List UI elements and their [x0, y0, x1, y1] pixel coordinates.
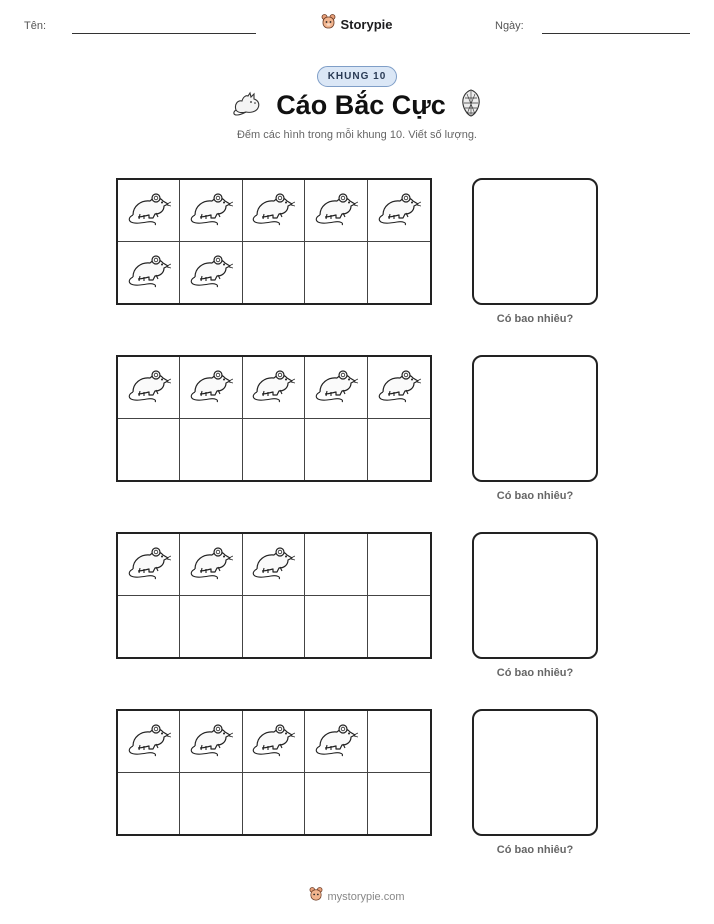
mouse-icon: [127, 189, 171, 232]
ten-frame-cell: [305, 534, 367, 596]
answer-box[interactable]: [472, 709, 598, 836]
ten-frame-cell: [243, 773, 305, 835]
ten-frame-cell: [368, 419, 430, 481]
answer-question: Có bao nhiêu?: [496, 313, 574, 325]
mouse-icon: [127, 720, 171, 763]
ten-frame-cell: [243, 242, 305, 304]
ten-frame: [116, 709, 432, 836]
storypie-bear-logo: [321, 13, 336, 35]
ten-frame-cell: [243, 357, 305, 419]
ten-frame-cell: [243, 180, 305, 242]
mouse-icon: [189, 189, 233, 232]
mouse-icon: [377, 366, 421, 409]
mouse-icon: [251, 366, 295, 409]
ten-frame-cell: [305, 711, 367, 773]
mouse-icon: [377, 189, 421, 232]
ten-frame-cell: [368, 596, 430, 658]
ten-frame-cell: [305, 357, 367, 419]
ten-frame-cell: [118, 534, 180, 596]
ten-frame-cell: [118, 419, 180, 481]
date-label: Ngày:: [495, 20, 524, 32]
ten-frame-cell: [368, 773, 430, 835]
footer: [0, 886, 714, 907]
answer-question: Có bao nhiêu?: [496, 844, 574, 856]
ten-frame-cell: [305, 773, 367, 835]
ten-frame-cell: [180, 711, 242, 773]
answer-question: Có bao nhiêu?: [496, 667, 574, 679]
ten-frame-cell: [180, 596, 242, 658]
badge: [0, 66, 714, 87]
ten-frame-cell: [243, 596, 305, 658]
mouse-icon: [251, 720, 295, 763]
mouse-icon: [314, 720, 358, 763]
answer-box[interactable]: [472, 532, 598, 659]
brand-name: Storypie: [340, 16, 393, 32]
mouse-icon: [314, 366, 358, 409]
mouse-icon: [127, 543, 171, 586]
ten-frame-cell: [180, 180, 242, 242]
mouse-icon: [189, 251, 233, 294]
ten-frame-cell: [180, 534, 242, 596]
mouse-icon: [189, 366, 233, 409]
mouse-icon: [314, 189, 358, 232]
name-label: Tên:: [24, 20, 47, 32]
ten-frame-cell: [368, 357, 430, 419]
page-title: Cáo Bắc Cực: [276, 90, 446, 120]
ten-frame-cell: [180, 419, 242, 481]
ten-frame-cell: [118, 711, 180, 773]
answer-box[interactable]: [472, 178, 598, 305]
ten-frame-cell: [305, 242, 367, 304]
ten-frame-cell: [305, 596, 367, 658]
ten-frame-cell: [368, 711, 430, 773]
ten-frame-cell: [243, 534, 305, 596]
ten-frame-cell: [118, 180, 180, 242]
ten-frame-cell: [118, 773, 180, 835]
ten-frame-cell: [180, 773, 242, 835]
ten-frame: [116, 178, 432, 305]
pinecone-icon: [460, 88, 482, 123]
mouse-icon: [127, 366, 171, 409]
ten-frame-cell: [180, 242, 242, 304]
ten-frame-cell: [368, 534, 430, 596]
ten-frame-cell: [243, 419, 305, 481]
instructions: Đếm các hình trong mỗi khung 10. Viết số lượng.: [236, 129, 477, 141]
ten-frame-cell: [305, 180, 367, 242]
mouse-icon: [127, 251, 171, 294]
ten-frame-cell: [118, 596, 180, 658]
answer-box[interactable]: [472, 355, 598, 482]
arctic-fox-icon: [232, 90, 262, 121]
ten-frame-cell: [368, 242, 430, 304]
ten-frame: [116, 355, 432, 482]
ten-frame-cell: [368, 180, 430, 242]
mouse-icon: [189, 720, 233, 763]
mouse-icon: [251, 189, 295, 232]
footer-url: mystorypie.com: [327, 890, 405, 903]
answer-question: Có bao nhiêu?: [496, 490, 574, 502]
ten-frame-cell: [180, 357, 242, 419]
title-row: [0, 88, 714, 123]
ten-frame: [116, 532, 432, 659]
ten-frame-cell: [243, 711, 305, 773]
ten-frame-cell: [118, 242, 180, 304]
storypie-bear-logo: [309, 886, 323, 907]
mouse-icon: [251, 543, 295, 586]
ten-frame-cell: [305, 419, 367, 481]
badge-text: KHUNG 10: [317, 66, 398, 87]
mouse-icon: [189, 543, 233, 586]
brand: [0, 13, 714, 35]
ten-frame-cell: [118, 357, 180, 419]
date-line[interactable]: [542, 33, 690, 34]
